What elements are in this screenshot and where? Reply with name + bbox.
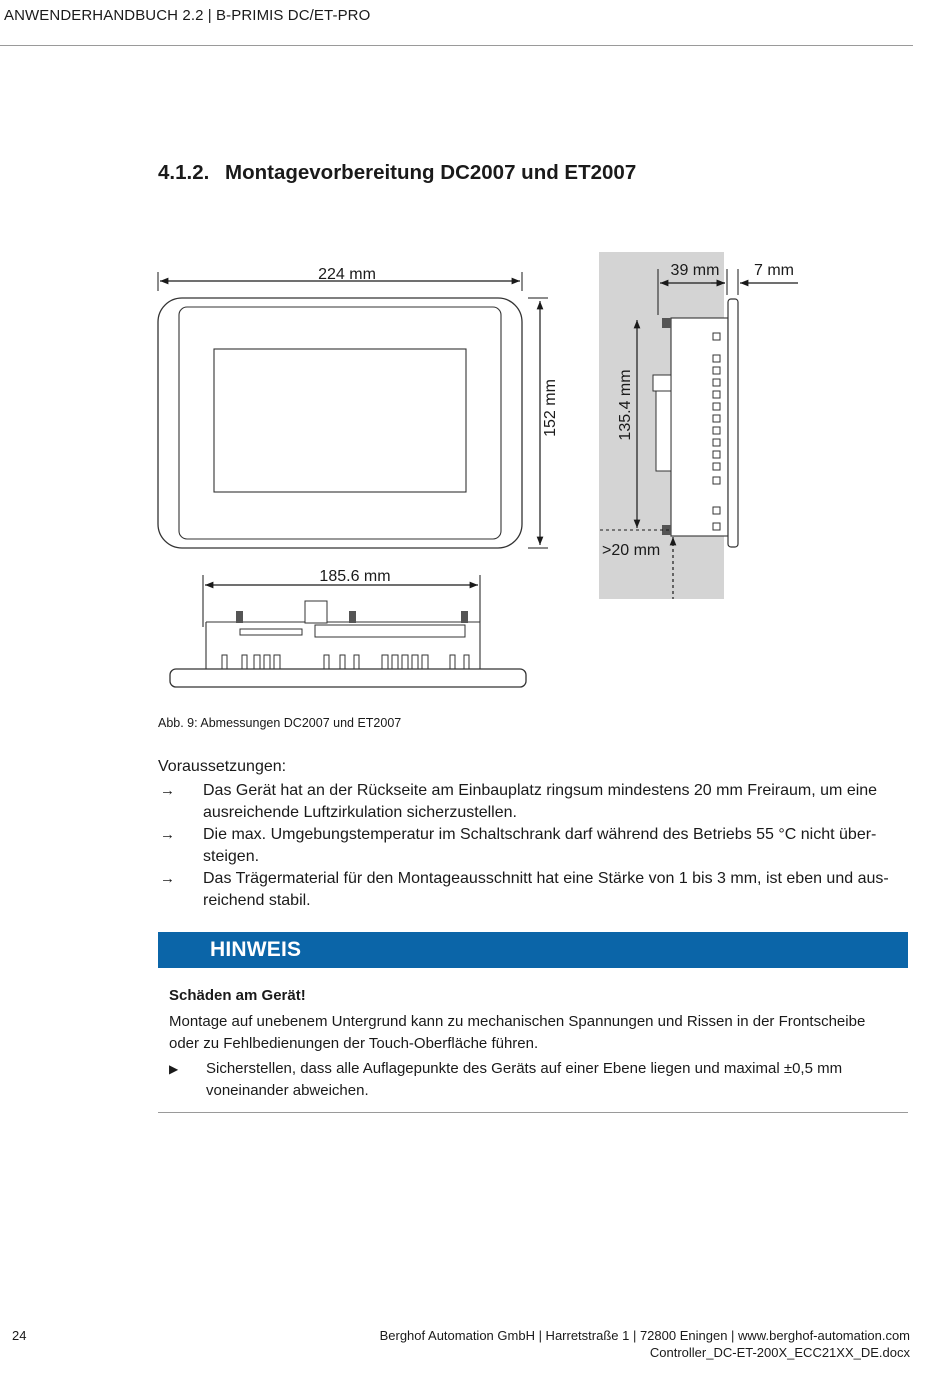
list-item: [158, 868, 918, 912]
footer-company: Berghof Automation GmbH | Harretstraße 1 | 72800 Eningen | www.berghof-automation.com: [379, 1328, 910, 1343]
arrow-right-icon: →: [160, 826, 175, 843]
list-item: [158, 824, 918, 868]
list-item-line: reichend stabil.: [203, 892, 311, 909]
notice-body-line: oder zu Fehlbedienungen der Touch-Oberfläche führen.: [169, 1035, 539, 1052]
list-item-line: Das Gerät hat an der Rückseite am Einbauplatz ringsum mindestens 20 mm Freiraum, um eine: [203, 782, 878, 799]
notice-body-line: Montage auf unebenem Untergrund kann zu mechanischen Spannungen und Rissen in der Frontscheibe: [169, 1013, 866, 1030]
list-item-line: Die max. Umgebungstemperatur im Schaltschrank darf während des Betriebs 55 °C nicht über-: [203, 826, 877, 843]
dim-depth-side: 39 mm: [670, 262, 720, 279]
notice-label: HINWEIS: [210, 938, 302, 961]
notice-body: [169, 1011, 909, 1055]
dim-front-thickness: 7 mm: [754, 262, 794, 279]
notice-banner: [158, 932, 908, 968]
display-area: [214, 349, 466, 492]
notice-headline: Schäden am Gerät!: [169, 987, 306, 1004]
notice-divider: [158, 1112, 908, 1113]
front-view: [158, 266, 559, 548]
notice-step-line: Sicherstellen, dass alle Auflagepunkte des Geräts auf einer Ebene liegen und maximal ±0,5 mm: [206, 1060, 843, 1077]
dim-clearance: >20 mm: [602, 542, 661, 559]
arrow-right-icon: →: [160, 782, 175, 799]
side-view: [599, 252, 798, 599]
bottom-front-edge: [170, 669, 526, 687]
section-title: [158, 161, 636, 185]
list-item-line: Das Trägermaterial für den Montageausschnitt hat eine Stärke von 1 bis 3 mm, ist eben und aus-: [203, 870, 889, 887]
prerequisites-heading: Voraussetzungen:: [158, 758, 287, 775]
side-front-panel: [728, 299, 738, 547]
header-divider: [0, 45, 913, 46]
notice-step: [169, 1058, 909, 1102]
running-header: ANWENDERHANDBUCH 2.2 | B-PRIMIS DC/ET-PRO: [4, 7, 371, 24]
dim-width-front: 224 mm: [318, 266, 376, 283]
figure-caption: Abb. 9: Abmessungen DC2007 und ET2007: [158, 716, 402, 730]
footer-file: Controller_DC-ET-200X_ECC21XX_DE.docx: [649, 1345, 910, 1360]
list-item-line: steigen.: [203, 848, 260, 865]
bottom-view: [170, 568, 526, 687]
list-item: [158, 780, 918, 824]
triangle-bullet-icon: ▶: [169, 1062, 179, 1076]
notice-step-line: voneinander abweichen.: [206, 1082, 369, 1099]
list-item-line: ausreichende Luftzirkulation sicherzustellen.: [203, 804, 517, 821]
arrow-right-icon: →: [160, 870, 175, 887]
dim-height-side: 135.4 mm: [617, 369, 634, 441]
dimension-drawing: [150, 245, 810, 700]
section-title-text: Montagevorbereitung DC2007 und ET2007: [225, 161, 637, 184]
dim-height-front: 152 mm: [542, 379, 559, 437]
section-number: 4.1.2.: [158, 161, 210, 184]
dim-width-bottom: 185.6 mm: [319, 568, 391, 585]
page-number: 24: [12, 1328, 27, 1343]
